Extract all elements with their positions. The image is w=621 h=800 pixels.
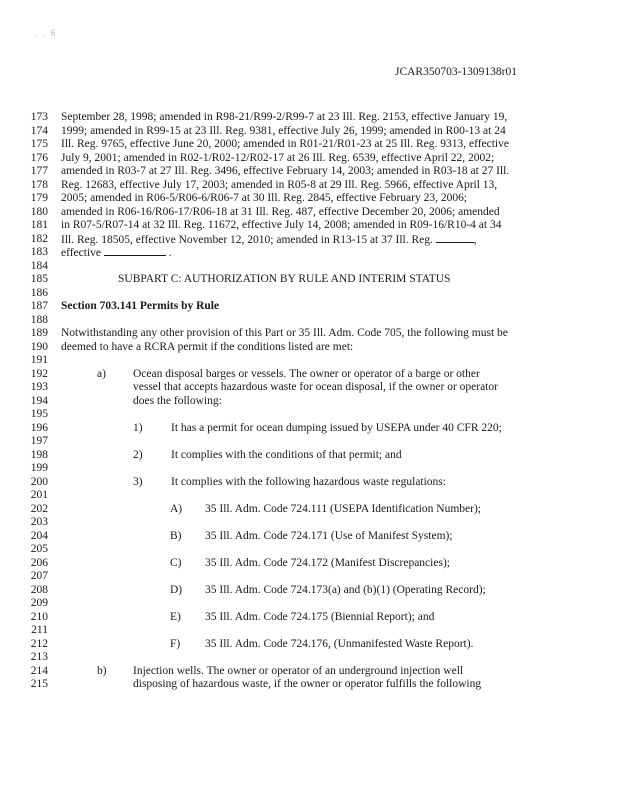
reg-label: A) <box>170 502 183 515</box>
section-title: Section 703.141 Permits by Rule <box>61 300 220 312</box>
line-number: 197 <box>30 435 48 447</box>
line-number: 173 <box>30 111 48 123</box>
line-number: 178 <box>30 178 48 191</box>
line-number: 190 <box>30 340 48 353</box>
history-line: 1999; amended in R99-15 at 23 Ill. Reg. 9381, effective July 26, 1999; amended in R00-13 at 24 <box>61 124 506 137</box>
sub-item-label: 1) <box>133 421 143 434</box>
intro-line: Notwithstanding any other provision of this Part or 35 Ill. Adm. Code 705, the following must be <box>61 327 508 339</box>
history-line: Reg. 12683, effective July 17, 2003; amended in R05-8 at 29 Ill. Reg. 5966, effective April 13, <box>61 178 498 191</box>
sub-item-label: 3) <box>133 475 143 488</box>
line-number: 209 <box>30 597 48 609</box>
line-number: 214 <box>30 664 48 677</box>
reg-text: 35 Ill. Adm. Code 724.171 (Use of Manifest System); <box>205 529 453 542</box>
line-number: 207 <box>30 570 48 582</box>
history-line: in R07-5/R07-14 at 32 Ill. Reg. 11672, effective July 14, 2008; amended in R09-16/R10-4 at 34 <box>61 219 502 231</box>
line-number: 193 <box>30 381 48 393</box>
history-line: July 9, 2001; amended in R02-1/R02-12/R02-17 at 26 Ill. Reg. 6539, effective April 22, 2002; <box>61 151 495 164</box>
line-number: 208 <box>30 583 48 596</box>
line-number: 189 <box>30 327 48 339</box>
line-number: 196 <box>30 421 48 434</box>
history-text: effective <box>61 247 102 259</box>
reg-text: 35 Ill. Adm. Code 724.111 (USEPA Identification Number); <box>205 502 481 515</box>
line-number: 192 <box>30 367 48 380</box>
line-number: 205 <box>30 543 48 555</box>
line-number: 187 <box>30 300 48 312</box>
line-number: 211 <box>31 624 48 636</box>
sub-item-label: 2) <box>133 448 143 461</box>
document-id: JCAR350703-1309138r01 <box>394 66 517 78</box>
fill-in-blank <box>436 232 474 243</box>
reg-text: 35 Ill. Adm. Code 724.175 (Biennial Report); and <box>205 610 435 623</box>
reg-label: D) <box>170 583 183 596</box>
line-number: 194 <box>30 394 48 407</box>
scan-mark: . . 6 <box>34 28 58 38</box>
line-number: 203 <box>30 516 48 528</box>
line-number: 212 <box>30 637 48 650</box>
sub-item-text: It complies with the following hazardous waste regulations: <box>171 475 446 488</box>
item-line: Injection wells. The owner or operator of an underground injection well <box>133 664 464 677</box>
item-line: vessel that accepts hazardous waste for ocean disposal, if the owner or operator <box>133 381 498 393</box>
line-number: 195 <box>30 408 48 420</box>
history-text: Ill. Reg. 18505, effective November 12, 2010; amended in R13-15 at 37 Ill. Reg. <box>61 233 433 246</box>
reg-label: C) <box>170 556 182 569</box>
line-number: 185 <box>30 273 48 285</box>
line-number: 206 <box>30 556 48 569</box>
line-number: 175 <box>30 138 48 150</box>
item-line: does the following: <box>133 394 222 407</box>
line-number: 210 <box>30 610 48 623</box>
reg-label: E) <box>170 610 181 623</box>
line-number: 215 <box>30 678 48 690</box>
history-line: September 28, 1998; amended in R98-21/R99-2/R99-7 at 23 Ill. Reg. 2153, effective January 19, <box>61 111 508 123</box>
sub-item-text: It has a permit for ocean dumping issued by USEPA under 40 CFR 220; <box>171 421 502 434</box>
line-number: 183 <box>30 246 48 258</box>
history-line: amended in R06-16/R06-17/R06-18 at 31 Ill. Reg. 487, effective December 20, 2006; amended <box>61 205 500 218</box>
item-label: b) <box>97 664 107 677</box>
reg-text: 35 Ill. Adm. Code 724.173(a) and (b)(1) (Operating Record); <box>205 583 486 596</box>
line-number: 198 <box>30 448 48 461</box>
line-number: 186 <box>30 286 48 299</box>
reg-text: 35 Ill. Adm. Code 724.172 (Manifest Discrepancies); <box>205 556 450 569</box>
reg-text: 35 Ill. Adm. Code 724.176, (Unmanifested Waste Report). <box>205 637 474 650</box>
item-line: disposing of hazardous waste, if the owner or operator fulfills the following <box>133 678 482 690</box>
reg-label: B) <box>170 529 182 542</box>
history-line: Ill. Reg. 9765, effective June 20, 2000; amended in R01-21/R01-23 at 25 Ill. Reg. 9313, effective <box>61 138 509 150</box>
line-number: 177 <box>30 165 48 177</box>
line-number: 176 <box>30 151 48 164</box>
line-number: 174 <box>30 124 48 137</box>
line-number: 201 <box>30 489 48 501</box>
line-number: 191 <box>30 354 48 366</box>
history-punct: , <box>473 233 477 246</box>
line-number: 180 <box>30 205 48 218</box>
line-number: 213 <box>30 651 48 663</box>
item-line: Ocean disposal barges or vessels. The owner or operator of a barge or other <box>133 367 480 380</box>
history-line <box>61 245 172 260</box>
line-number: 200 <box>30 475 48 488</box>
reg-label: F) <box>170 637 181 650</box>
line-number: 181 <box>30 219 48 231</box>
line-number: 184 <box>30 259 48 272</box>
fill-in-blank <box>104 245 166 256</box>
history-line: 2005; amended in R06-5/R06-6/R06-7 at 30 Ill. Reg. 2845, effective February 23, 2006; <box>61 192 468 204</box>
line-number: 188 <box>30 313 48 326</box>
history-line: amended in R03-7 at 27 Ill. Reg. 3496, effective February 14, 2003; amended in R03-18 at 27 Ill. <box>61 165 510 177</box>
line-number: 179 <box>30 192 48 204</box>
line-number: 204 <box>30 529 48 542</box>
history-punct: . <box>168 247 172 259</box>
subpart-title: SUBPART C: AUTHORIZATION BY RULE AND INTERIM STATUS <box>118 273 451 285</box>
item-label: a) <box>97 367 106 380</box>
intro-line: deemed to have a RCRA permit if the conditions listed are met: <box>61 340 354 353</box>
sub-item-text: It complies with the conditions of that permit; and <box>171 448 402 461</box>
line-number: 199 <box>30 462 48 474</box>
line-number: 202 <box>30 502 48 515</box>
line-number: 182 <box>30 232 48 245</box>
